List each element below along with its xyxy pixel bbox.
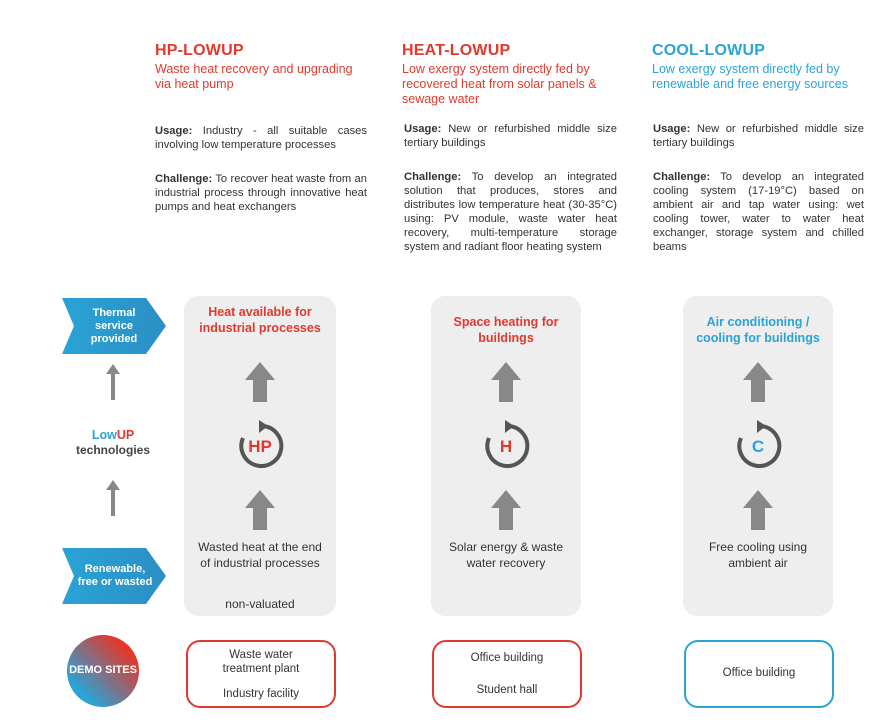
heat-lowup-subtitle: Low exergy system directly fed by recovered heat from solar panels & sewage water bbox=[402, 62, 597, 106]
cool-panel-head: Air conditioning / cooling for buildings bbox=[696, 315, 820, 345]
up-arrow-icon bbox=[245, 490, 275, 530]
usage-text: New or refurbished middle size tertiary buildings bbox=[653, 123, 864, 149]
cool-lowup-challenge bbox=[653, 170, 864, 254]
demo-sites-label: DEMO SITES bbox=[69, 664, 137, 676]
site-item: Industry facility bbox=[222, 688, 300, 700]
up-arrow-icon bbox=[105, 364, 121, 400]
site-item: Student hall bbox=[476, 684, 538, 696]
lowup-brand bbox=[78, 428, 148, 442]
hp-panel-foot: Wasted heat at the end of industrial processes bbox=[198, 540, 322, 570]
renewable-label: Renewable, free or wasted bbox=[77, 563, 153, 588]
up-arrow-icon bbox=[491, 490, 521, 530]
usage-label: Usage: bbox=[155, 125, 193, 137]
heat-lowup-usage bbox=[404, 122, 617, 150]
hp-panel-note: non-valuated bbox=[225, 597, 295, 611]
thermal-service-label: Thermal service provided bbox=[90, 306, 138, 345]
technologies-label: technologies bbox=[75, 443, 150, 457]
cool-demo-sites bbox=[684, 640, 834, 708]
cool-lowup-subtitle: Low exergy system directly fed by renewable and free energy sources bbox=[652, 62, 848, 91]
up-arrow-icon bbox=[105, 480, 121, 516]
tech-letter: H bbox=[499, 437, 513, 456]
challenge-text: To recover heat waste from an industrial process through innovative heat pumps and heat exchangers bbox=[155, 173, 367, 213]
hp-lowup-subtitle: Waste heat recovery and upgrading via heat pump bbox=[155, 62, 353, 91]
cool-panel-foot: Free cooling using ambient air bbox=[708, 540, 808, 570]
up-arrow-icon bbox=[491, 362, 521, 402]
hp-lowup-challenge bbox=[155, 172, 367, 214]
site-item: Office building bbox=[722, 667, 796, 679]
usage-text: New or refurbished middle size tertiary buildings bbox=[404, 123, 617, 149]
usage-text: Industry - all suitable cases involving low temperature processes bbox=[155, 125, 367, 151]
site-item: Waste water treatment plant bbox=[222, 649, 300, 675]
brand-low: Low bbox=[91, 428, 117, 442]
heat-lowup-title: HEAT-LOWUP bbox=[402, 42, 511, 59]
heat-panel-foot: Solar energy & waste water recovery bbox=[448, 540, 564, 570]
usage-label: Usage: bbox=[404, 123, 442, 135]
up-arrow-icon bbox=[245, 362, 275, 402]
heat-demo-sites bbox=[432, 640, 582, 708]
up-arrow-icon bbox=[743, 490, 773, 530]
heat-lowup-challenge bbox=[404, 170, 617, 254]
challenge-label: Challenge: bbox=[653, 171, 711, 183]
challenge-label: Challenge: bbox=[404, 171, 462, 183]
hp-demo-sites bbox=[186, 640, 336, 708]
site-item: Office building bbox=[470, 652, 544, 664]
challenge-text: To develop an integrated solution that produces, stores and distributes low temperature heat (30-35°C) using: PV module, waste water heat recovery, multi-temperature storage system and radiant floor heating system bbox=[404, 171, 617, 253]
heat-panel-head: Space heating for buildings bbox=[453, 315, 559, 345]
hp-panel-head: Heat available for industrial processes bbox=[199, 305, 321, 335]
challenge-label: Challenge: bbox=[155, 173, 213, 185]
tech-letter: HP bbox=[248, 437, 272, 456]
hp-lowup-usage bbox=[155, 124, 367, 152]
cool-lowup-usage bbox=[653, 122, 864, 150]
usage-label: Usage: bbox=[653, 123, 691, 135]
challenge-text: To develop an integrated cooling system (17-19°C) based on ambient air and tap water using: wet cooling tower, water to water heat exchanger, storage system and chilled beams bbox=[653, 171, 864, 253]
cool-lowup-title: COOL-LOWUP bbox=[652, 42, 766, 59]
brand-up: UP bbox=[116, 428, 135, 442]
hp-lowup-title: HP-LOWUP bbox=[155, 42, 244, 59]
up-arrow-icon bbox=[743, 362, 773, 402]
tech-letter: C bbox=[751, 437, 765, 456]
